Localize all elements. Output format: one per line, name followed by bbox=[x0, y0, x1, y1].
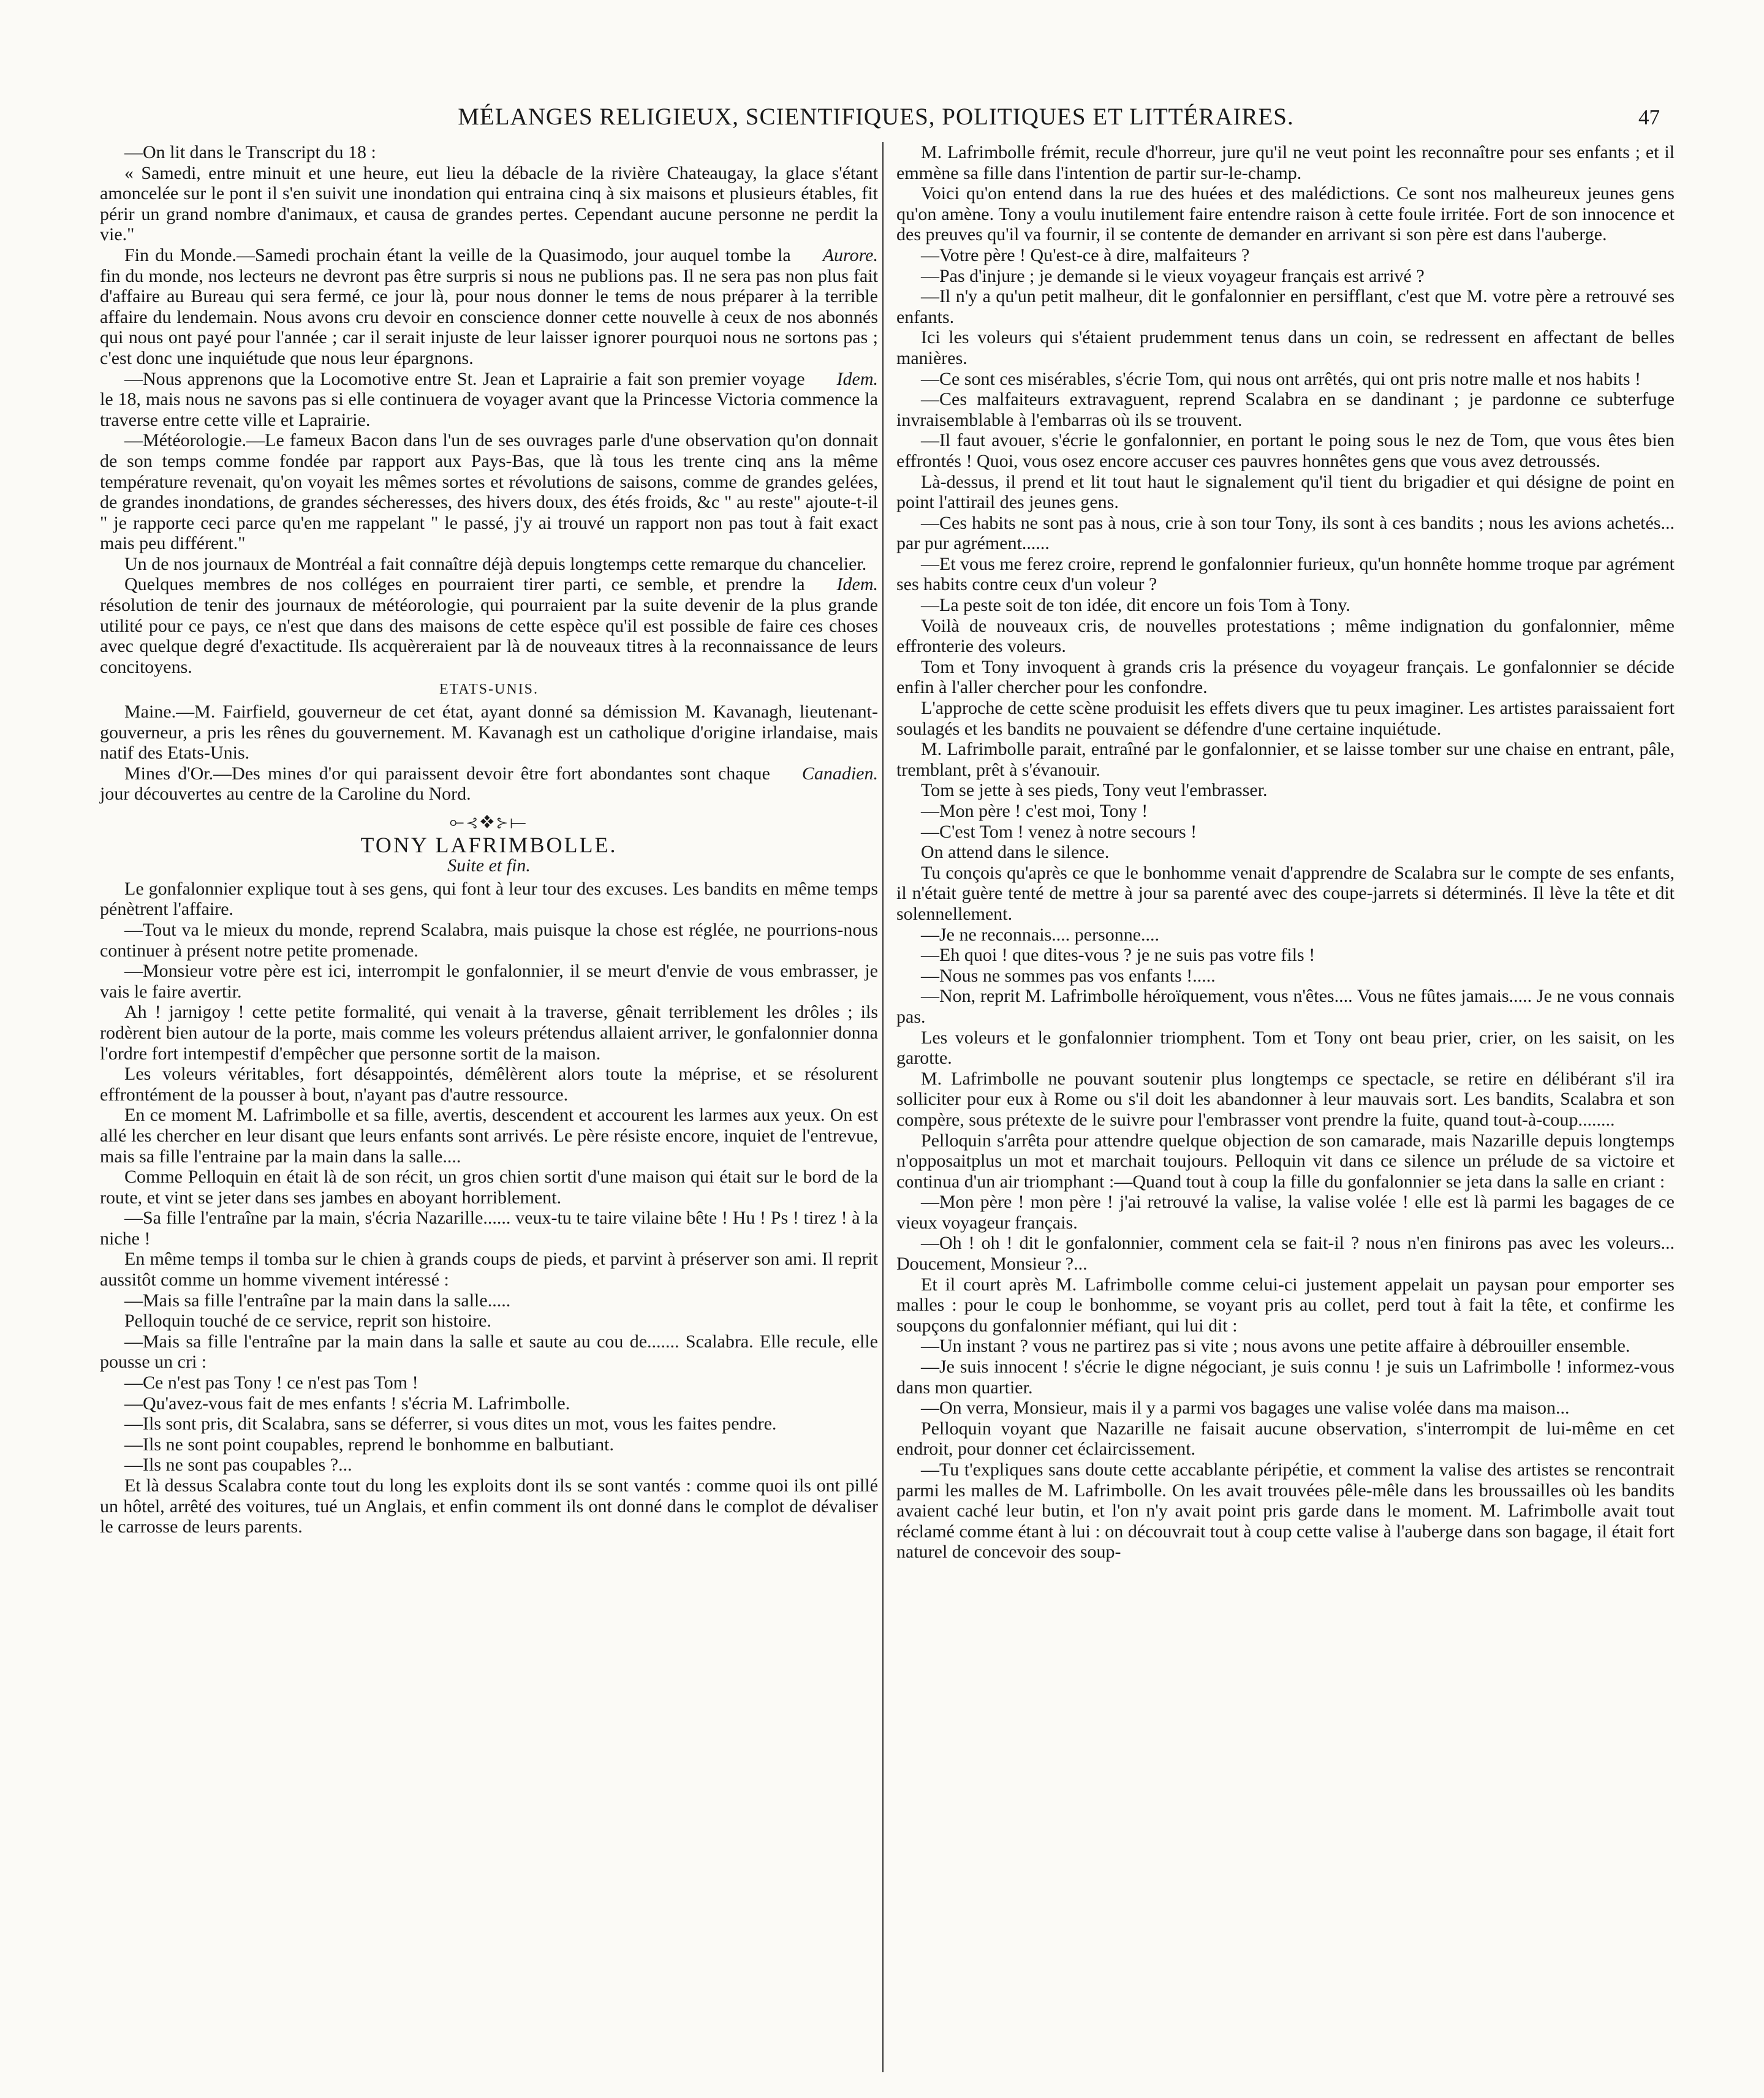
story-paragraph: M. Lafrimbolle parait, entraîné par le gonfalonnier, et se laisse tomber sur une chaise en entrant, pâle, tremblant, prêt à s'évanouir. bbox=[896, 739, 1675, 780]
story-paragraph: —Sa fille l'entraîne par la main, s'écria Nazarille...... veux-tu te taire vilaine bête ! Hu ! Ps ! tirez ! à la niche ! bbox=[100, 1208, 878, 1249]
story-paragraph: Pelloquin voyant que Nazarille ne faisait aucune observation, s'interrompit de lui-même en cet endroit, pour donner cet éclaircissement. bbox=[896, 1418, 1675, 1460]
story-paragraph: Tu conçois qu'après ce que le bonhomme venait d'apprendre de Scalabra sur le compte de ses enfants, il n'était guère tenté de mettre à jour sa parenté avec des coupe-jarrets si déterminés. Il lève la tête et dit solennellement. bbox=[896, 862, 1675, 924]
story-paragraph: —Pas d'injure ; je demande si le vieux voyageur français est arrivé ? bbox=[921, 265, 1425, 286]
story-paragraph: M. Lafrimbolle frémit, recule d'horreur, jure qu'il ne veut point les reconnaître pour ses enfants ; et il emmène sa fille dans l'intention de partir sur-le-champ. bbox=[896, 142, 1675, 183]
story-paragraph: —On verra, Monsieur, mais il y a parmi vos bagages une valise volée dans ma maison... bbox=[921, 1398, 1570, 1418]
story-title: TONY LAFRIMBOLLE. bbox=[360, 832, 618, 857]
story-paragraph: On attend dans le silence. bbox=[921, 842, 1110, 863]
story-subtitle: Suite et fin. bbox=[447, 855, 531, 876]
news-paragraph: Canadien. Mines d'Or.—Des mines d'or qui paraissent devoir être fort abondantes sont chaque jour découvertes au centre de la Caroline du Nord. bbox=[100, 763, 878, 805]
ornament-divider: ⟜⊰❖⊱⟝ bbox=[449, 812, 529, 832]
story-paragraph: —Mais sa fille l'entraîne par la main dans la salle et saute au cou de....... Scalabra. Elle recule, elle pousse un cri : bbox=[100, 1331, 878, 1373]
story-paragraph: —Ces malfaiteurs extravaguent, reprend Scalabra en se dandinant ; je pardonne ce subterfuge invraisemblable à l'embarras où ils se trouvent. bbox=[896, 389, 1675, 430]
story-paragraph: Pelloquin touché de ce service, reprit son histoire. bbox=[124, 1311, 491, 1331]
story-paragraph: Les voleurs véritables, fort désappointés, démêlèrent alors toute la méprise, et se résolurent effrontément de la pousser à bout, n'ayant pas d'autre ressource. bbox=[100, 1064, 878, 1105]
story-paragraph: Les voleurs et le gonfalonnier triomphent. Tom et Tony ont beau prier, crier, on les saisit, on les garotte. bbox=[896, 1027, 1675, 1069]
story-paragraph: —Monsieur votre père est ici, interrompit le gonfalonnier, il se meurt d'envie de vous embrasser, je vais le faire avertir. bbox=[100, 961, 878, 1002]
story-paragraph: Pelloquin s'arrêta pour attendre quelque objection de son camarade, mais Nazarille depuis longtemps n'opposaitplus un mot et marchait toujours. Pelloquin vit dans ce silence un prélude de sa victoire et continua d'un air triomphant :—Quand tout à coup la fille du gonfalonnier se jeta dans la salle en criant : bbox=[896, 1130, 1675, 1192]
section-heading: ETATS-UNIS. bbox=[439, 681, 539, 698]
news-paragraph: —Météorologie.—Le fameux Bacon dans l'un de ses ouvrages parle d'une observation qu'on donnait de son temps comme fondée par rapport aux Pays-Bas, que là tous les trente cinq ans la même température revenait, qu'on voyait les mêmes sortes et révolutions de saisons, comme de grandes gelées, de grandes inondations, de grandes sécheresses, des hivers doux, des étés froids, &c " au reste" ajoute-t-il " je rapporte ceci parce qu'en me rappelant " le passé, j'y ai trouvé un rapport non pas tout à fait exact mais peu différent." bbox=[100, 430, 878, 554]
story-paragraph: Là-dessus, il prend et lit tout haut le signalement qu'il tient du brigadier et qui désigne de point en point l'attirail des jeunes gens. bbox=[896, 471, 1675, 513]
story-paragraph: —Mon père ! c'est moi, Tony ! bbox=[921, 801, 1148, 821]
running-title: MÉLANGES RELIGIEUX, SCIENTIFIQUES, POLITIQUES ET LITTÉRAIRES. bbox=[458, 104, 1294, 130]
story-paragraph: Comme Pelloquin en était là de son récit, un gros chien sortit d'une maison qui était sur le bord de la route, et vint se jeter dans ses jambes en aboyant horriblement. bbox=[100, 1167, 878, 1208]
news-paragraph: Maine.—M. Fairfield, gouverneur de cet état, ayant donné sa démission M. Kavanagh, lieutenant-gouverneur, a pris les rênes du gouvernement. M. Kavanagh est un catholique d'origine irlandaise, mais natif des Etats-Unis. bbox=[100, 702, 878, 763]
story-paragraph: Et il court après M. Lafrimbolle comme celui-ci justement appelait un paysan pour emporter ses malles : pour le coup le bonhomme, se voyant pris au collet, perd tout à fait la tête, et confirme les soupçons du gonfalonnier méfiant, qui lui dit : bbox=[896, 1274, 1675, 1336]
story-paragraph: En ce moment M. Lafrimbolle et sa fille, avertis, descendent et accourent les larmes aux yeux. On est allé les chercher en leur disant que leurs enfants sont arrivés. Le père résiste encore, inquiet de l'entrevue, mais sa fille l'entraine par la main dans la salle.... bbox=[100, 1105, 878, 1167]
story-paragraph: Ici les voleurs qui s'étaient prudemment tenus dans un coin, se redressent en affectant de belles manières. bbox=[896, 327, 1675, 368]
story-paragraph: —Un instant ? vous ne partirez pas si vite ; nous avons une petite affaire à débrouiller ensemble. bbox=[921, 1336, 1630, 1357]
story-paragraph: M. Lafrimbolle ne pouvant soutenir plus longtemps ce spectacle, se retire en délibérant s'il ira solliciter pour eux à Rome ou s'il doit les abandonner à leur mauvais sort. Les bandits, Scalabra et son compère, sous prétexte de le suivre pour l'embrasser vont prendre la fuite, quand tout-à-coup........ bbox=[896, 1068, 1675, 1130]
source-credit: Idem. bbox=[836, 574, 878, 595]
story-paragraph: —Tout va le mieux du monde, reprend Scalabra, mais puisque la chose est réglée, ne pourrions-nous continuer à présent notre petite promenade. bbox=[100, 919, 878, 961]
news-items bbox=[100, 142, 878, 677]
story-paragraph: Et là dessus Scalabra conte tout du long les exploits dont ils se sont vantés : comme quoi ils ont pillé un hôtel, arrêté des voitures, tué un Anglais, et enfin comment ils ont donné dans le complot de dévaliser le carrosse de leurs parents. bbox=[100, 1475, 878, 1537]
right-column bbox=[896, 142, 1675, 1562]
page-number: 47 bbox=[1638, 105, 1660, 129]
story-paragraph: —Qu'avez-vous fait de mes enfants ! s'écria M. Lafrimbolle. bbox=[124, 1393, 570, 1414]
story-paragraph: —Tu t'expliques sans doute cette accablante péripétie, et comment la valise des artistes se rencontrait parmi les malles de M. Lafrimbolle. On les avait trouvées pêle-mêle dans les broussailles où les bandits avaient caché leur butin, et l'on n'y avait point pris garde dans le moment. M. Lafrimbolle avait tout réclamé comme étant à lui : on découvrait tout à coup cette valise à l'auberge dans son bagage, il était fort naturel de concevoir des soup- bbox=[896, 1460, 1675, 1562]
story-paragraph: —Eh quoi ! que dites-vous ? je ne suis pas votre fils ! bbox=[921, 945, 1315, 966]
story-paragraph: Voici qu'on entend dans la rue des huées et des malédictions. Ce sont nos malheureux jeunes gens qu'on amène. Tony a voulu inutilement faire entendre raison à cette foule irritée. Fort de son innocence et des preuves qu'il va fournir, il se contente de demander en arrivant si son père est dans l'auberge. bbox=[896, 183, 1675, 245]
story-paragraph: —Ce n'est pas Tony ! ce n'est pas Tom ! bbox=[124, 1373, 418, 1393]
source-credit: Canadien. bbox=[801, 763, 878, 784]
left-column bbox=[100, 142, 878, 1537]
column-divider bbox=[882, 142, 884, 2072]
story-paragraph: —Je suis innocent ! s'écrie le digne négociant, je suis connu ! je suis un Lafrimbolle ! informez-vous dans mon quartier. bbox=[896, 1357, 1675, 1398]
news-paragraph: Idem. Quelques membres de nos colléges en pourraient tirer parti, ce semble, et prendre la résolution de tenir des journaux de météorologie, qui pourraient par la suite devenir de la plus grande utilité pour ce pays, ce n'est que dans des maisons de cette espèce qu'il est possible de faire ces choses avec quelque degré d'exactitude. Ils acquèreraient par là de nouveaux titres à la reconnaissance de leurs concitoyens. bbox=[100, 574, 878, 677]
news-paragraph: Un de nos journaux de Montréal a fait connaître déjà depuis longtemps cette remarque du chancelier. bbox=[124, 553, 867, 574]
story-paragraph: —Je ne reconnais.... personne.... bbox=[921, 924, 1160, 945]
story-paragraph: —Et vous me ferez croire, reprend le gonfalonnier furieux, qu'un honnête homme troque par agrément ses habits contre ceux d'un voleur ? bbox=[896, 553, 1675, 595]
story-paragraph: En même temps il tomba sur le chien à grands coups de pieds, et parvint à préserver son ami. Il reprit aussitôt comme un homme vivement intéressé : bbox=[100, 1249, 878, 1290]
source-credit: Aurore. bbox=[822, 244, 878, 265]
news-paragraph: « Samedi, entre minuit et une heure, eut lieu la débacle de la rivière Chateaugay, la glace s'étant amoncelée sur le pont il s'en suivit une inondation qui entraina cinq à six maisons et plusieurs étables, fit périr un grand nombre d'animaux, et causa de grandes pertes. Cependant aucune personne ne perdit la vie." bbox=[100, 162, 878, 245]
story-paragraph: Tom et Tony invoquent à grands cris la présence du voyageur français. Le gonfalonnier se décide enfin à l'aller chercher pour les confondre. bbox=[896, 656, 1675, 698]
story-paragraph: —Non, reprit M. Lafrimbolle héroïquement, vous n'êtes.... Vous ne fûtes jamais..... Je ne vous connais pas. bbox=[896, 986, 1675, 1027]
story-paragraph: —Mon père ! mon père ! j'ai retrouvé la valise, la valise volée ! elle est là parmi les bagages de ce vieux voyageur français. bbox=[896, 1192, 1675, 1233]
source-credit: Idem. bbox=[836, 368, 878, 389]
story-paragraph: Le gonfalonnier explique tout à ses gens, qui font à leur tour des excuses. Les bandits en même temps pénètrent l'affaire. bbox=[100, 878, 878, 920]
story-paragraph: —Mais sa fille l'entraîne par la main dans la salle..... bbox=[124, 1290, 511, 1311]
story-paragraph: Tom se jette à ses pieds, Tony veut l'embrasser. bbox=[921, 780, 1268, 801]
story-body bbox=[100, 879, 878, 1537]
story-paragraph: —C'est Tom ! venez à notre secours ! bbox=[921, 821, 1197, 842]
story-paragraph: —Il n'y a qu'un petit malheur, dit le gonfalonnier en persifflant, c'est que M. votre père a retrouvé ses enfants. bbox=[896, 286, 1675, 327]
story-paragraph: —Ils ne sont pas coupables ?... bbox=[124, 1455, 352, 1475]
news-paragraph: —On lit dans le Transcript du 18 : bbox=[124, 142, 376, 162]
news-paragraph: Idem. —Nous apprenons que la Locomotive entre St. Jean et Laprairie a fait son premier voyage le 18, mais nous ne savons pas si elle continuera de voyager avant que la Princesse Victoria commence la traverse entre cette ville et Laprairie. bbox=[100, 368, 878, 430]
story-paragraph: —Nous ne sommes pas vos enfants !..... bbox=[921, 965, 1216, 986]
story-paragraph: —Votre père ! Qu'est-ce à dire, malfaiteurs ? bbox=[921, 244, 1250, 265]
page-header bbox=[92, 98, 1660, 135]
story-paragraph: —La peste soit de ton idée, dit encore un fois Tom à Tony. bbox=[921, 595, 1350, 616]
story-paragraph: —Il faut avouer, s'écrie le gonfalonnier, en portant le poing sous le nez de Tom, que vous êtes bien effrontés ! Quoi, vous osez encore accuser ces pauvres honnêtes gens que vous avez detroussés. bbox=[896, 430, 1675, 471]
news-paragraph: Aurore. Fin du Monde.—Samedi prochain étant la veille de la Quasimodo, jour auquel tombe la fin du monde, nos lecteurs ne devront pas être surpris si nous ne publions pas. Il ne sera pas non plus fait d'affaire au Bureau qui sera fermé, ce jour là, pour nous donner le tems de nous préparer à la terrible affaire du lendemain. Nous avons cru devoir en conscience donner cette nouvelle à ceux de nos abonnés qui nous ont payé pour l'année ; car il serait injuste de leur laisser ignorer pourquoi nous ne sortons pas ; c'est donc une inquiétude que nous leur épargnons. bbox=[100, 244, 878, 368]
story-paragraph: Voilà de nouveaux cris, de nouvelles protestations ; même indignation du gonfalonnier, même effronterie des voleurs. bbox=[896, 615, 1675, 657]
story-paragraph: Ah ! jarnigoy ! cette petite formalité, qui venait à la traverse, gênait terriblement les drôles ; ils rodèrent bien autour de la porte, mais comme les voleurs prétendus allaient arriver, le gonfalonnier donna l'ordre fort intempestif d'empêcher que personne sortit de la maison. bbox=[100, 1002, 878, 1064]
story-paragraph: —Ces habits ne sont pas à nous, crie à son tour Tony, ils sont à ces bandits ; nous les avions achetés... par pur agrément...... bbox=[896, 512, 1675, 554]
story-paragraph: L'approche de cette scène produisit les effets divers que tu peux imaginer. Les artistes paraissaient fort soulagés et les bandits ne pouvaient se défendre d'une certaine inquiétude. bbox=[896, 698, 1675, 739]
story-paragraph: —Oh ! oh ! dit le gonfalonnier, comment cela se fait-il ? nous n'en finirons pas avec les voleurs... Doucement, Monsieur ?... bbox=[896, 1233, 1675, 1274]
story-paragraph: —Ils ne sont point coupables, reprend le bonhomme en balbutiant. bbox=[124, 1434, 614, 1455]
story-paragraph: —Ce sont ces misérables, s'écrie Tom, qui nous ont arrêtés, qui ont pris notre malle et nos habits ! bbox=[921, 368, 1641, 389]
story-paragraph: —Ils sont pris, dit Scalabra, sans se déferrer, si vous dites un mot, vous les faites pendre. bbox=[124, 1414, 777, 1434]
